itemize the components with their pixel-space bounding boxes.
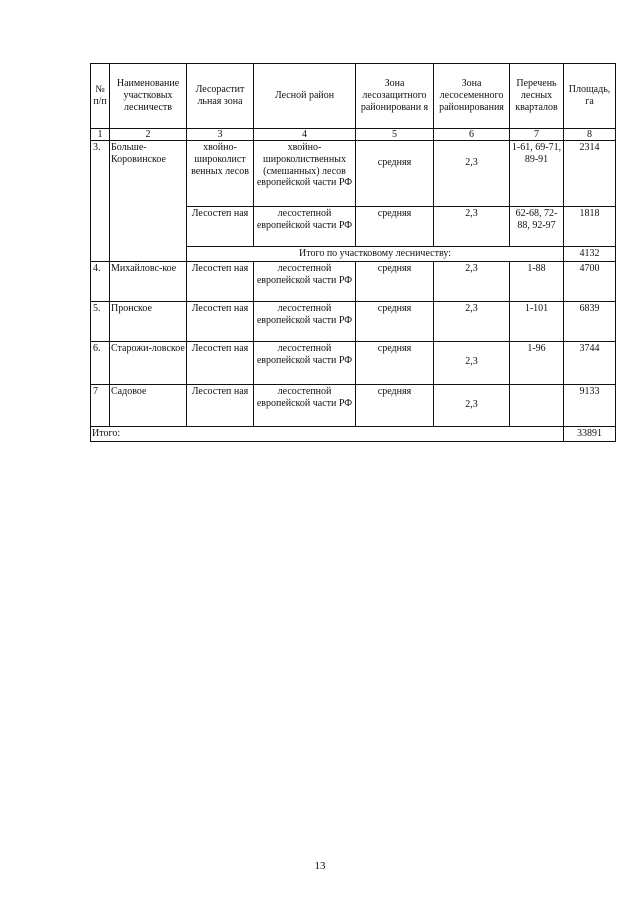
col-number-7: 7: [510, 129, 564, 141]
quarters-list: 1-61, 69-71, 89-91: [510, 141, 564, 207]
col-number-1: 1: [91, 129, 110, 141]
row-number: 3.: [91, 141, 110, 262]
area-value: 1818: [564, 207, 616, 247]
protection-zone: средняя: [356, 384, 434, 426]
table-row: [91, 301, 616, 341]
area-value: 4700: [564, 261, 616, 301]
protection-zone: средняя: [356, 301, 434, 341]
forest-district: лесостепной европейской части РФ: [254, 261, 356, 301]
seed-zone: 2,3: [434, 384, 510, 426]
area-value: 6839: [564, 301, 616, 341]
page-number: 13: [314, 860, 326, 872]
subtotal-area: 4132: [564, 247, 616, 262]
forest-district: хвойно-широколиственных (смешанных) лесов европейской части РФ: [254, 141, 356, 207]
header-protection: Зона лесозащитного районировани я: [356, 64, 434, 129]
header-zone: Лесорастит льная зона: [187, 64, 254, 129]
area-value: 2314: [564, 141, 616, 207]
col-number-8: 8: [564, 129, 616, 141]
forest-district: лесостепной европейской части РФ: [254, 207, 356, 247]
protection-zone: средняя: [356, 341, 434, 384]
forest-zone: Лесостеп ная: [187, 261, 254, 301]
protection-zone: средняя: [356, 141, 434, 207]
row-number: 6.: [91, 341, 110, 384]
header-area: Площадь, га: [564, 64, 616, 129]
col-number-5: 5: [356, 129, 434, 141]
forest-zone: хвойно-широколист венных лесов: [187, 141, 254, 207]
forest-zone: Лесостеп ная: [187, 384, 254, 426]
col-number-6: 6: [434, 129, 510, 141]
forest-district: лесостепной европейской части РФ: [254, 301, 356, 341]
header-num: № п/п: [91, 64, 110, 129]
header-seed: Зона лесосеменного районирования: [434, 64, 510, 129]
seed-zone: 2,3: [434, 301, 510, 341]
seed-zone: 2,3: [434, 141, 510, 207]
quarters-list: 62-68, 72-88, 92-97: [510, 207, 564, 247]
col-number-4: 4: [254, 129, 356, 141]
total-row: [91, 426, 616, 441]
quarters-list: [510, 384, 564, 426]
seed-zone: 2,3: [434, 341, 510, 384]
total-label: Итого:: [91, 426, 564, 441]
forest-district: лесостепной европейской части РФ: [254, 384, 356, 426]
col-number-3: 3: [187, 129, 254, 141]
total-area: 33891: [564, 426, 616, 441]
forest-district: лесостепной европейской части РФ: [254, 341, 356, 384]
area-value: 3744: [564, 341, 616, 384]
forestry-name: Садовое: [110, 384, 187, 426]
table-row: [91, 261, 616, 301]
area-value: 9133: [564, 384, 616, 426]
table-row: [91, 384, 616, 426]
quarters-list: 1-96: [510, 341, 564, 384]
header-district: Лесной район: [254, 64, 356, 129]
forest-zone: Лесостеп ная: [187, 301, 254, 341]
header-quarters: Перечень лесных кварталов: [510, 64, 564, 129]
table-row: [91, 341, 616, 384]
forest-districts-table: [90, 63, 616, 442]
forestry-name: Пронское: [110, 301, 187, 341]
row-number: 7: [91, 384, 110, 426]
forest-zone: Лесостеп ная: [187, 207, 254, 247]
forest-zone: Лесостеп ная: [187, 341, 254, 384]
forestry-name: Михайловс-кое: [110, 261, 187, 301]
protection-zone: средняя: [356, 207, 434, 247]
column-numbers-row: [91, 129, 616, 141]
forestry-name: Больше-Коровинское: [110, 141, 187, 262]
seed-zone: 2,3: [434, 207, 510, 247]
quarters-list: 1-101: [510, 301, 564, 341]
row-number: 4.: [91, 261, 110, 301]
forestry-name: Старожи-ловское: [110, 341, 187, 384]
header-name: Наименование участковых лесничеств: [110, 64, 187, 129]
table-row: [91, 141, 616, 207]
header-row: [91, 64, 616, 129]
subtotal-label: Итого по участковому лесничеству:: [187, 247, 564, 262]
row-number: 5.: [91, 301, 110, 341]
protection-zone: средняя: [356, 261, 434, 301]
seed-zone: 2,3: [434, 261, 510, 301]
col-number-2: 2: [110, 129, 187, 141]
quarters-list: 1-88: [510, 261, 564, 301]
